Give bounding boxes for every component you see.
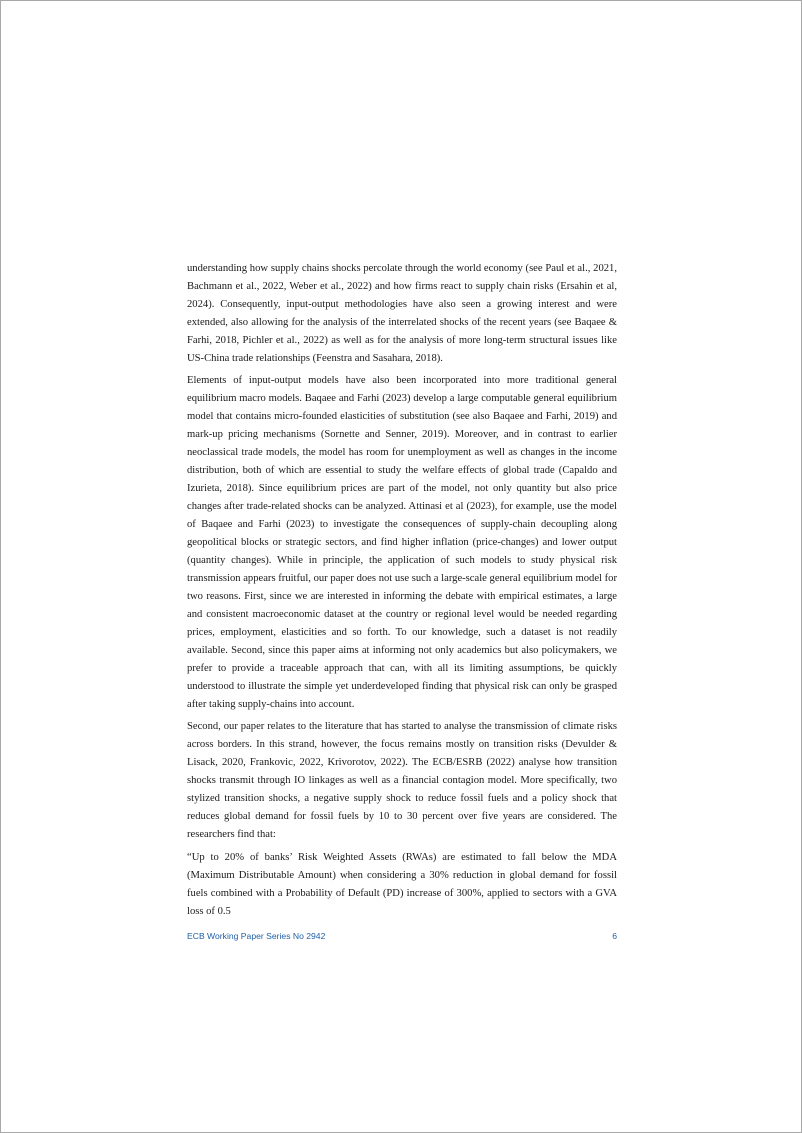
paragraph-quote: “Up to 20% of banks’ Risk Weighted Assets (RWAs) are estimated to fall below the MDA (Maximum Distributable Amount) when considering a 30% reduction in global demand for fossil fuels combined with a Probability of Default (PD) increase of 300%, applied to sectors with a GVA loss of 0.5 (187, 852, 617, 917)
body-text (187, 260, 617, 925)
paragraph-supply-chain-shocks: understanding how supply chains shocks percolate through the world economy (see Paul et al., 2021, Bachmann et al., 2022, Weber et al., 2022) and how firms react to supply chain risks (Ersahin et al, 2024). Consequently, input-output methodologies have also seen a growing interest and were extended, also allowing for the analysis of the interrelated shocks of the recent years (see Baqaee & Farhi, 2018, Pichler et al., 2022) as well as for the analysis of more long-term structural issues like US-China trade relationships (Feenstra and Sasahara, 2018). (187, 263, 617, 364)
page-number: 6 (612, 931, 617, 941)
paragraph-climate-risk-transmission: Second, our paper relates to the literature that has started to analyse the transmission of climate risks across borders. In this strand, however, the focus remains mostly on transition risks (Devulder & Lisack, 2020, Frankovic, 2022, Krivorotov, 2022). The ECB/ESRB (2022) analyse how transition shocks transmit through IO linkages as well as a financial contagion model. More specifically, two stylized transition shocks, a negative supply shock to reduce fossil fuels and a policy shock that reduces global demand for fossil fuels by 10 to 30 percent over five years are considered. The researchers find that: (187, 721, 617, 840)
footer-series-title: ECB Working Paper Series No 2942 (187, 931, 326, 941)
paragraph-input-output-models: Elements of input-output models have also been incorporated into more traditional general equilibrium macro models. Baqaee and Farhi (2023) develop a large computable general equilibrium model that contains micro-founded elasticities of substitution (see also Baqaee and Farhi, 2019) and mark-up pricing mechanisms (Sornette and Senner, 2019). Moreover, and in contrast to earlier neoclassical trade models, the model has room for unemployment as well as changes in the income distribution, both of which are essential to study the welfare effects of global trade (Capaldo and Izurieta, 2018). Since equilibrium prices are part of the model, not only quantity but also price changes after trade-related shocks can be analyzed. Attinasi et al (2023), for example, use the model of Baqaee and Farhi (2023) to investigate the consequences of supply-chain decoupling along geopolitical blocks or strategic sectors, and find higher inflation (price-changes) and lower output (quantity changes). While in principle, the application of such models to study physical risk transmission appears fruitful, our paper does not use such a large-scale general equilibrium model for two reasons. First, since we are interested in informing the debate with empirical estimates, a large and consistent macroeconomic dataset at the country or regional level would be needed regarding prices, employment, elasticities and so forth. To our knowledge, such a dataset is not readily available. Second, since this paper aims at informing not only academics but also policymakers, we prefer to provide a traceable approach that can, with all its limiting assumptions, be quickly understood to illustrate the simple yet underdeveloped finding that physical risk can only be grasped after taking supply-chains into account. (187, 375, 617, 710)
